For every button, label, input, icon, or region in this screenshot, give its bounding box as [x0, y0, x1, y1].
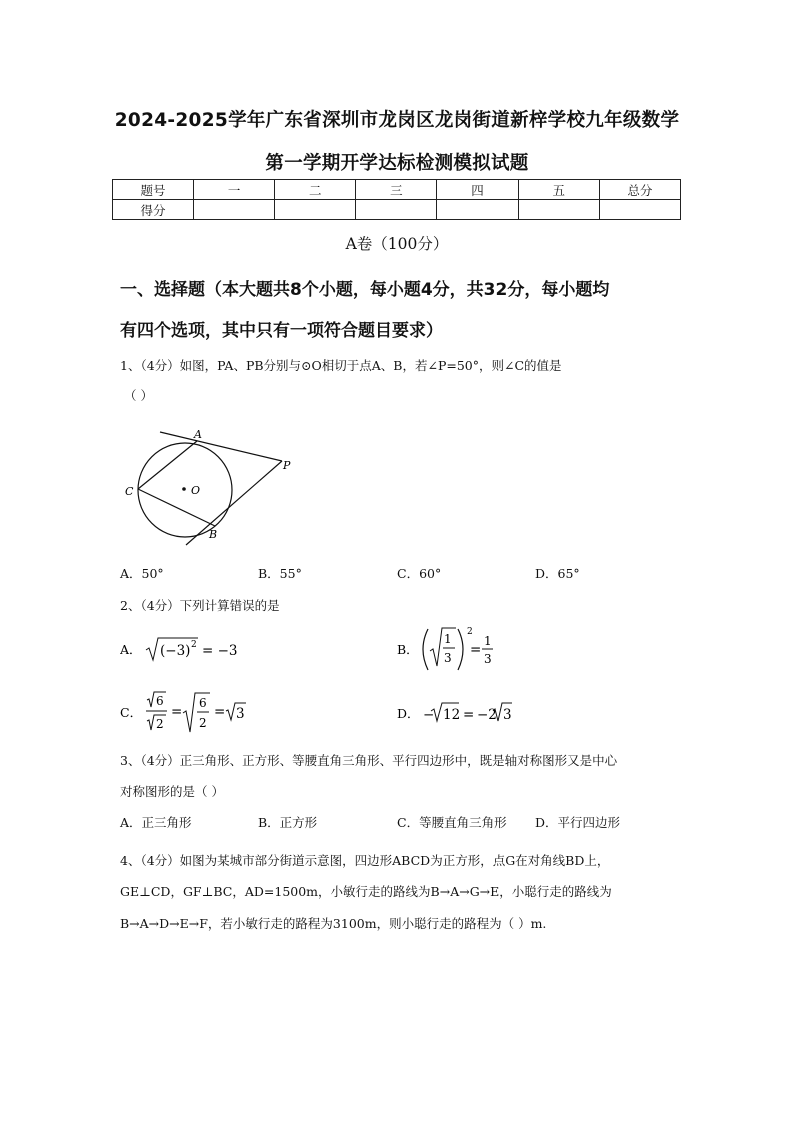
exam-title-line2: 第一学期开学达标检测模拟试题	[265, 153, 529, 174]
rhs-coefficient: −2	[477, 707, 497, 723]
q1-option-c: C．60°	[397, 566, 442, 581]
label-c: C	[125, 485, 134, 498]
score-cell	[518, 200, 599, 220]
score-header-cell: 四	[437, 180, 518, 200]
q2-option-d	[397, 700, 537, 730]
fraction-numerator: 1	[444, 632, 452, 646]
score-table-score-row	[113, 200, 681, 220]
rhs-denominator: 3	[484, 652, 492, 666]
q3-text-line1: 3、（4分）正三角形、正方形、等腰直角三角形、平行四边形中，既是轴对称图形又是中心	[120, 753, 618, 768]
score-header-cell: 二	[275, 180, 356, 200]
fraction-denominator-1: 2	[156, 717, 164, 731]
rhs-numerator: 1	[484, 634, 492, 648]
score-table-header-row	[113, 180, 681, 200]
volume-heading: A卷（100分）	[345, 235, 449, 253]
section-heading-line1: 一、选择题（本大题共8个小题，每小题4分，共32分，每小题均	[120, 280, 610, 300]
score-header-cell: 五	[518, 180, 599, 200]
score-header-cell: 一	[194, 180, 275, 200]
q2-option-a	[120, 633, 260, 667]
score-cell	[194, 200, 275, 220]
section-heading-line2: 有四个选项，其中只有一项符合题目要求）	[120, 321, 443, 341]
lhs-radicand: 12	[443, 707, 461, 723]
exponent: 2	[467, 627, 473, 637]
q2-option-b-label: B．	[397, 642, 419, 657]
equals-sign: =	[470, 642, 482, 658]
score-table	[112, 179, 681, 220]
q1-text: 1、（4分）如图，PA、PB分别与⊙O相切于点A、B，若∠P=50°，则∠C的值是	[120, 358, 562, 373]
q2-option-b	[397, 624, 517, 674]
q3-option-d: D．平行四边形	[535, 815, 621, 830]
fraction-denominator: 3	[444, 651, 452, 665]
score-cell	[437, 200, 518, 220]
exponent: 2	[191, 640, 197, 650]
q3-option-b: B．正方形	[258, 815, 318, 830]
q1-figure	[120, 425, 300, 550]
q1-option-b: B．55°	[258, 566, 302, 581]
score-cell	[356, 200, 437, 220]
score-row-label: 得分	[113, 200, 194, 220]
q4-text-line1: 4、（4分）如图为某城市部分街道示意图，四边形ABCD为正方形，点G在对角线BD上，	[120, 853, 610, 868]
q2-option-a-label: A．	[120, 642, 142, 657]
chord-ca	[138, 441, 197, 489]
q2-text: 2、（4分）下列计算错误的是	[120, 598, 280, 613]
q1-option-d: D．65°	[535, 566, 580, 581]
rhs-radicand: 3	[503, 707, 512, 723]
q1-option-a: A．50°	[120, 566, 164, 581]
exam-title-line1: 2024-2025学年广东省深圳市龙岗区龙岗街道新梓学校九年级数学	[114, 110, 680, 131]
rhs-radicand: 3	[236, 706, 245, 722]
radicand: (−3)	[160, 643, 191, 659]
rhs: = −3	[202, 643, 238, 659]
label-a: A	[194, 428, 202, 441]
label-b: B	[209, 528, 218, 541]
q3-text-line2: 对称图形的是（ ）	[120, 784, 224, 799]
score-cell	[599, 200, 680, 220]
tangent-pb	[186, 461, 282, 545]
equals-sign-2: =	[214, 704, 226, 720]
equals-sign-1: =	[171, 704, 183, 720]
fraction-numerator-2: 6	[199, 696, 207, 710]
left-paren	[423, 629, 428, 670]
score-header-cell: 三	[356, 180, 437, 200]
sqrt-sign	[430, 628, 456, 666]
label-o: O	[191, 484, 201, 497]
q3-option-a: A．正三角形	[120, 815, 192, 830]
q2-option-c-label: C．	[120, 705, 143, 720]
center-point-o	[182, 487, 186, 491]
minus-sign: −	[423, 707, 435, 723]
q4-text-line3: B→A→D→E→F，若小敏行走的路程为3100m，则小聪行走的路程为（ ）m.	[120, 916, 547, 931]
right-paren	[458, 629, 463, 670]
equals-sign: =	[463, 707, 475, 723]
q4-text-line2: GE⊥CD，GF⊥BC，AD=1500m，小敏行走的路线为B→A→G→E，小聪行走的路线为	[120, 884, 612, 899]
q3-option-c: C．等腰直角三角形	[397, 815, 507, 830]
score-cell	[275, 200, 356, 220]
q2-option-d-label: D．	[397, 706, 420, 721]
label-p: P	[283, 459, 291, 472]
q2-option-c	[120, 690, 270, 736]
score-header-cell: 总分	[599, 180, 680, 200]
q1-answer-blank: （ ）	[124, 388, 153, 403]
fraction-denominator-2: 2	[199, 716, 207, 730]
score-header-cell: 题号	[113, 180, 194, 200]
fraction-numerator-1: 6	[156, 694, 164, 708]
